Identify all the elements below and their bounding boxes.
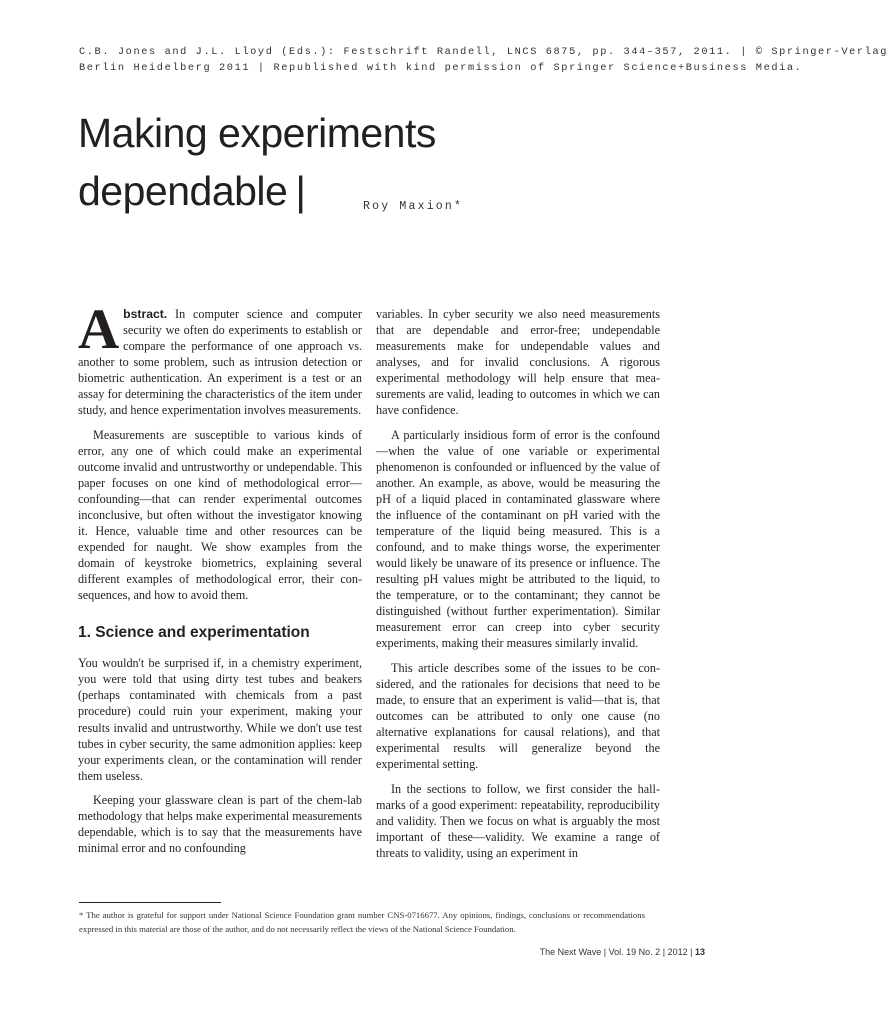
abstract-text: In computer science and computer security we often do experiments to establish or compare the performance of one approach vs. another to some problem, such as intrusion detection or biometric authentication. An experiment is a test or an assay for determining the characteristics of the item under study, and hence experimentation involves measurements. [78,307,362,418]
journal-name: The Next Wave [539,947,602,957]
column-left [78,298,362,865]
drop-cap: A [78,298,120,361]
abstract-paragraph-2: Measurements are susceptible to various kinds of error, any one of which could make an experimental outcome invalid and untrustworthy or undependable. This paper focuses on one kind of methodological error—confounding—that can render experimental outcomes inconclusive, but often without the investigator knowing it. Hence, valuable time and other resources can be expended for naught. We show examples from the domain of keystroke biometrics, explaining several different examples of methodological error, their consequences, and how to avoid them. [78,427,362,603]
citation-line-2: Berlin Heidelberg 2011 | Republished with kind permission of Springer Science+Business Media. [79,61,803,74]
body-paragraph-1: variables. In cyber security we also need measurements that are dependable and error-free; undependable measurements make for undependable values and analyses, and for invalid conclusions. A rigorous experimental methodology will help ensure that measurements are valid, leading to outcomes in which we can have confidence. [376,307,660,418]
section-heading: 1. Science and experimentation [78,624,310,642]
body-paragraph-4: In the sections to follow, we first consider the hallmarks of a good experiment: repeatability, reproducibility and validity. Then we focus on what is arguably the most important of these—validity. We examine a range of threats to validity, using an experiment in [376,781,660,860]
citation-header [79,45,888,76]
citation-line-1: C.B. Jones and J.L. Lloyd (Eds.): Festschrift Randell, LNCS 6875, pp. 344–357, 2011. | © Springer-Verlag [79,46,888,58]
abstract-label: bstract. [123,307,168,321]
footer-separator: | [690,947,693,957]
body-paragraph-2: A particularly insidious form of error is the confound—when the value of one variable or experimental phenomenon is confounded or influenced by the value of another. An example, as above, would be measuring the pH of a liquid placed in contaminated glassware where the influence of the contaminant on pH varied with the temperature of the liquid being measured. This is a confound, and to make things worse, the experimenter would likely be unaware of its presence or influence. The resulting pH values might be attributed to the liquid, to the temperature, or to the contaminant; they cannot be distinguished (without further experimentation). Similar measurement error can creep into cyber security experiments, making their measures similarly invalid. [376,427,660,651]
section-paragraph-1: You wouldn't be surprised if, in a chemistry experiment, you were told that using dirty test tubes and beakers (perhaps contaminated with chemicals from a past procedure) could ruin your experiment, making your results invalid and untrustworthy. While we don't use test tubes in cyber security, the same admonition applies: keep your experiments clean, or the contamination will render them useless. [78,656,362,783]
abstract-paragraph [78,298,362,418]
footer-separator: | [662,947,666,957]
section-paragraph-2: Keeping your glassware clean is part of the chem-lab methodology that helps make experimental measurements dependable, which is to say that the measurements have minimal error and no confounding [78,793,362,856]
journal-year: 2012 [667,947,688,957]
body-paragraph-3: This article describes some of the issues to be considered, and the rationales for decisions that need to be made, to ensure that an experiment is valid—that is, that outcomes can be attributed to only one cause (no alternative explanations for causal relations), and that experimental results will generalize beyond the experimental setting. [376,660,660,772]
journal-volume: Vol. 19 No. 2 [608,947,661,957]
footer-separator: | [603,947,607,957]
footnote: * The author is grateful for support under National Science Foundation grant number CNS-0716677. Any opinions, findings, conclusions or recommendations expressed in this material are those of the author, and do not necessarily reflect the views of the National Science Foundation. [79,910,645,934]
title-separator: | [295,168,306,214]
column-right [376,306,660,870]
footnote-divider [79,902,221,903]
author-name: Roy Maxion* [363,200,464,213]
title-line-2: dependable [78,168,288,214]
page-footer [540,947,705,957]
title-line-1: Making experiments [78,110,436,156]
page-number: 13 [694,947,705,957]
